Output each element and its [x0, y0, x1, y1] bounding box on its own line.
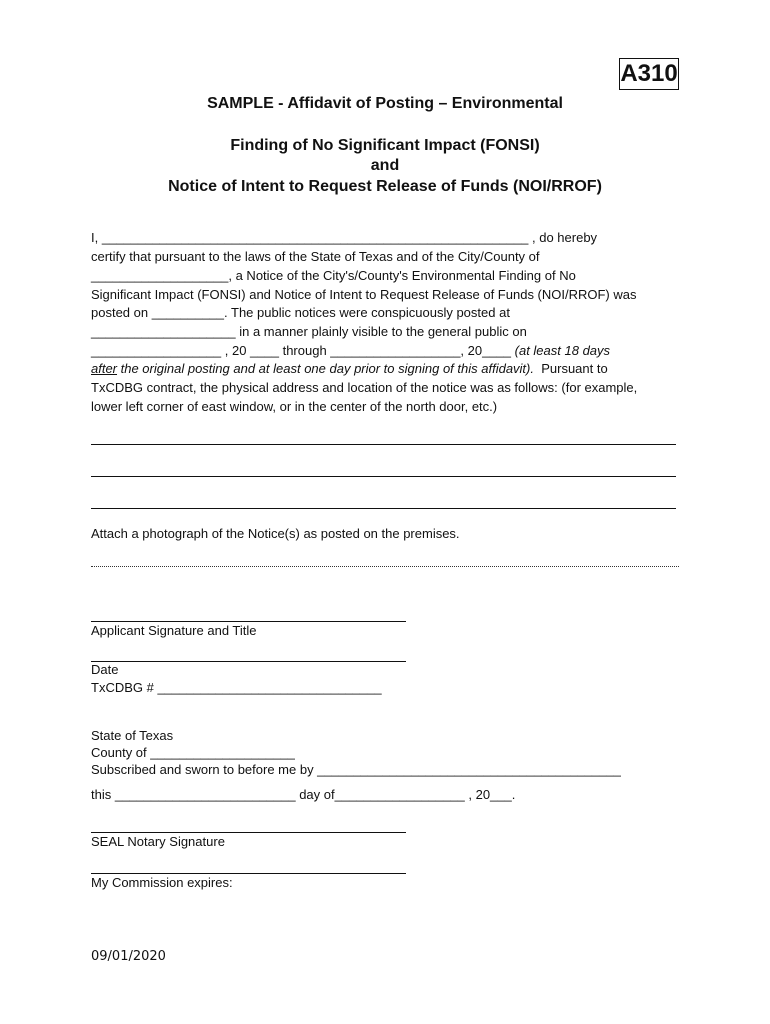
form-id-box: A310 — [619, 58, 679, 90]
applicant-signature-line — [91, 621, 406, 622]
county-field: County of ____________________ — [91, 745, 295, 760]
paragraph-line: ___________________, a Notice of the City's/County's Environmental Finding of No — [91, 268, 576, 283]
date-label: Date — [91, 662, 119, 677]
dotted-separator — [91, 566, 679, 567]
state-label: State of Texas — [91, 728, 174, 743]
title-noi-rrof: Notice of Intent to Request Release of Funds (NOI/RROF) — [168, 178, 602, 195]
applicant-signature-label: Applicant Signature and Title — [91, 623, 257, 638]
paragraph-line: posted on __________. The public notices were conspicuously posted at — [91, 305, 510, 320]
commission-line — [91, 873, 406, 874]
posting-requirement-note-cont: the original posting and at least one day prior to signing of this affidavit). — [117, 361, 534, 376]
posting-requirement-note: (at least 18 days — [514, 343, 611, 358]
title-fonsi: Finding of No Significant Impact (FONSI) — [230, 137, 540, 154]
location-blank-line-2 — [91, 476, 676, 477]
date-range-text: __________________ , 20 ____ through __________________, 20____ — [91, 343, 515, 358]
paragraph-line: Significant Impact (FONSI) and Notice of Intent to Request Release of Funds (NOI/RROF) was — [91, 287, 637, 302]
txcdbg-number-field: TxCDBG # _______________________________ — [91, 680, 382, 695]
paragraph-line: TxCDBG contract, the physical address and location of the notice was as follows: (for example, — [91, 380, 638, 395]
paragraph-line — [91, 343, 610, 358]
location-blank-line-3 — [91, 508, 676, 509]
paragraph-line: lower left corner of east window, or in the center of the north door, etc.) — [91, 399, 498, 414]
title-sample-affidavit: SAMPLE - Affidavit of Posting – Environmental — [207, 95, 563, 112]
paragraph-line: ____________________ in a manner plainly visible to the general public on — [91, 324, 527, 339]
pursuant-text: Pursuant to — [534, 361, 608, 376]
paragraph-line: I, ___________________________________________________________ , do hereby — [91, 230, 598, 245]
paragraph-line: certify that pursuant to the laws of the State of Texas and of the City/County of — [91, 249, 540, 264]
subscribed-sworn-field: Subscribed and sworn to before me by __________________________________________ — [91, 762, 621, 777]
commission-expires-label: My Commission expires: — [91, 875, 233, 890]
footer-date: 09/01/2020 — [91, 949, 166, 964]
seal-notary-label: SEAL Notary Signature — [91, 834, 225, 849]
title-and: and — [370, 157, 400, 174]
after-emphasis: after — [91, 361, 118, 376]
this-day-field: this _________________________ day of__________________ , 20___. — [91, 787, 516, 802]
location-blank-line-1 — [91, 444, 676, 445]
notary-signature-line — [91, 832, 406, 833]
date-line — [91, 661, 406, 662]
attach-photo-note: Attach a photograph of the Notice(s) as posted on the premises. — [91, 526, 460, 541]
paragraph-line — [91, 361, 608, 376]
